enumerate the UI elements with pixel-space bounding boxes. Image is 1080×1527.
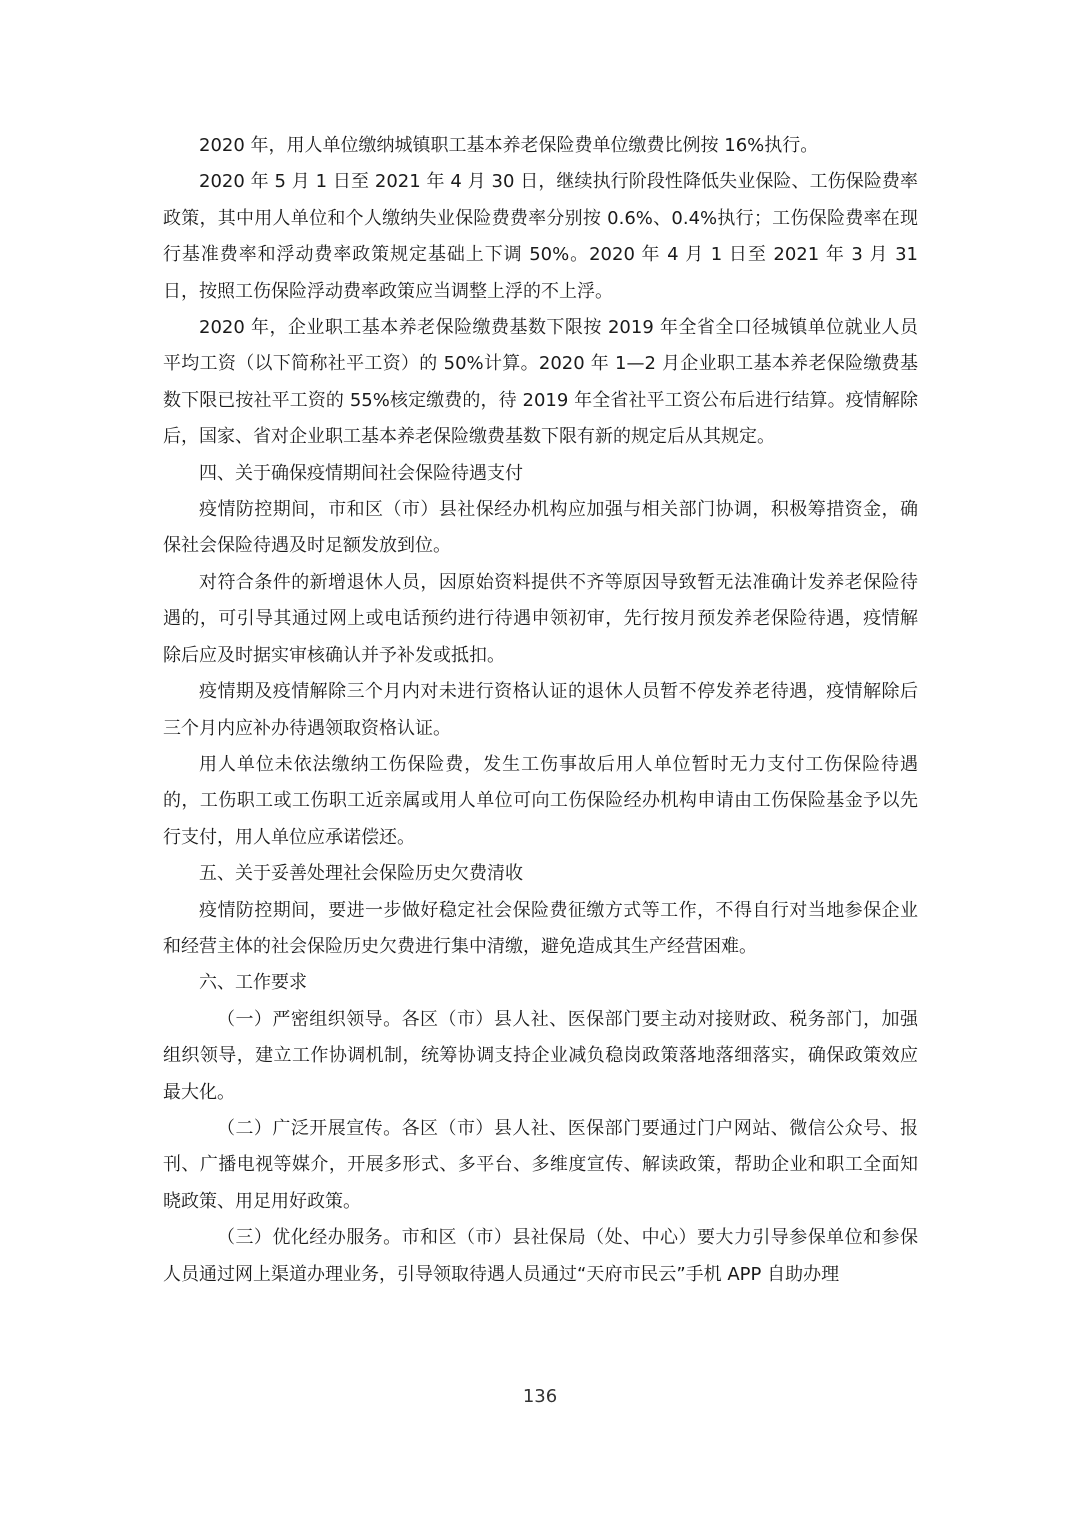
paragraph-unemployment-injury-rate: 2020 年 5 月 1 日至 2021 年 4 月 30 日，继续执行阶段性降低失业保险、工伤保险费率政策，其中用人单位和个人缴纳失业保险费费率分别按 0.6%、0.4%执行；工伤保险费率在现行基准费率和浮动费率政策规定基础上下调 50%。2020 年 4 月 1 日至 2021 年 3 月 31 日，按照工伤保险浮动费率政策应当调整上浮的不上浮。 [163,171,918,302]
document-body [163,128,918,1293]
section-heading-4: 四、关于确保疫情期间社会保险待遇支付 [199,462,523,484]
paragraph-requirement-3: （三）优化经办服务。市和区（市）县社保局（处、中心）要大力引导参保单位和参保人员通过网上渠道办理业务，引导领取待遇人员通过“天府市民云”手机 APP 自助办理 [163,1227,918,1285]
paragraph-contribution-base: 2020 年，企业职工基本养老保险缴费基数下限按 2019 年全省全口径城镇单位就业人员平均工资（以下简称社平工资）的 50%计算。2020 年 1—2 月企业职工基本养老保险缴费基数下限已按社平工资的 55%核定缴费的，待 2019 年全省社平工资公布后进行结算。疫情解除后，国家、省对企业职工基本养老保险缴费基数下限有新的规定后从其规定。 [163,317,918,448]
paragraph-qualification-certification: 疫情期及疫情解除三个月内对未进行资格认证的退休人员暂不停发养老待遇，疫情解除后三个月内应补办待遇领取资格认证。 [163,681,918,739]
paragraph-requirement-2: （二）广泛开展宣传。各区（市）县人社、医保部门要通过门户网站、微信公众号、报刊、广播电视等媒介，开展多形式、多平台、多维度宣传、解读政策，帮助企业和职工全面知晓政策、用足用好政策。 [163,1117,918,1212]
paragraph-new-retirees: 对符合条件的新增退休人员，因原始资料提供不齐等原因导致暂无法准确计发养老保险待遇的，可引导其通过网上或电话预约进行待遇申领初审，先行按月预发养老保险待遇，疫情解除后应及时据实审核确认并予补发或抵扣。 [163,571,918,666]
paragraph-work-injury-advance: 用人单位未依法缴纳工伤保险费，发生工伤事故后用人单位暂时无力支付工伤保险待遇的，工伤职工或工伤职工近亲属或用人单位可向工伤保险经办机构申请由工伤保险基金予以先行支付，用人单位应承诺偿还。 [163,753,918,848]
paragraph-arrears-collection: 疫情防控期间，要进一步做好稳定社会保险费征缴方式等工作，不得自行对当地参保企业和经营主体的社会保险历史欠费进行集中清缴，避免造成其生产经营困难。 [163,899,918,957]
section-heading-5: 五、关于妥善处理社会保险历史欠费清收 [199,863,523,885]
section-heading-6: 六、工作要求 [199,972,307,994]
paragraph-requirement-1: （一）严密组织领导。各区（市）县人社、医保部门要主动对接财政、税务部门，加强组织领导，建立工作协调机制，统筹协调支持企业减负稳岗政策落地落细落实，确保政策效应最大化。 [163,1008,918,1103]
page-number: 136 [522,1386,558,1407]
paragraph-benefit-funding: 疫情防控期间，市和区（市）县社保经办机构应加强与相关部门协调，积极筹措资金，确保社会保险待遇及时足额发放到位。 [163,499,918,557]
paragraph-pension-rate: 2020 年，用人单位缴纳城镇职工基本养老保险费单位缴费比例按 16%执行。 [199,135,819,156]
